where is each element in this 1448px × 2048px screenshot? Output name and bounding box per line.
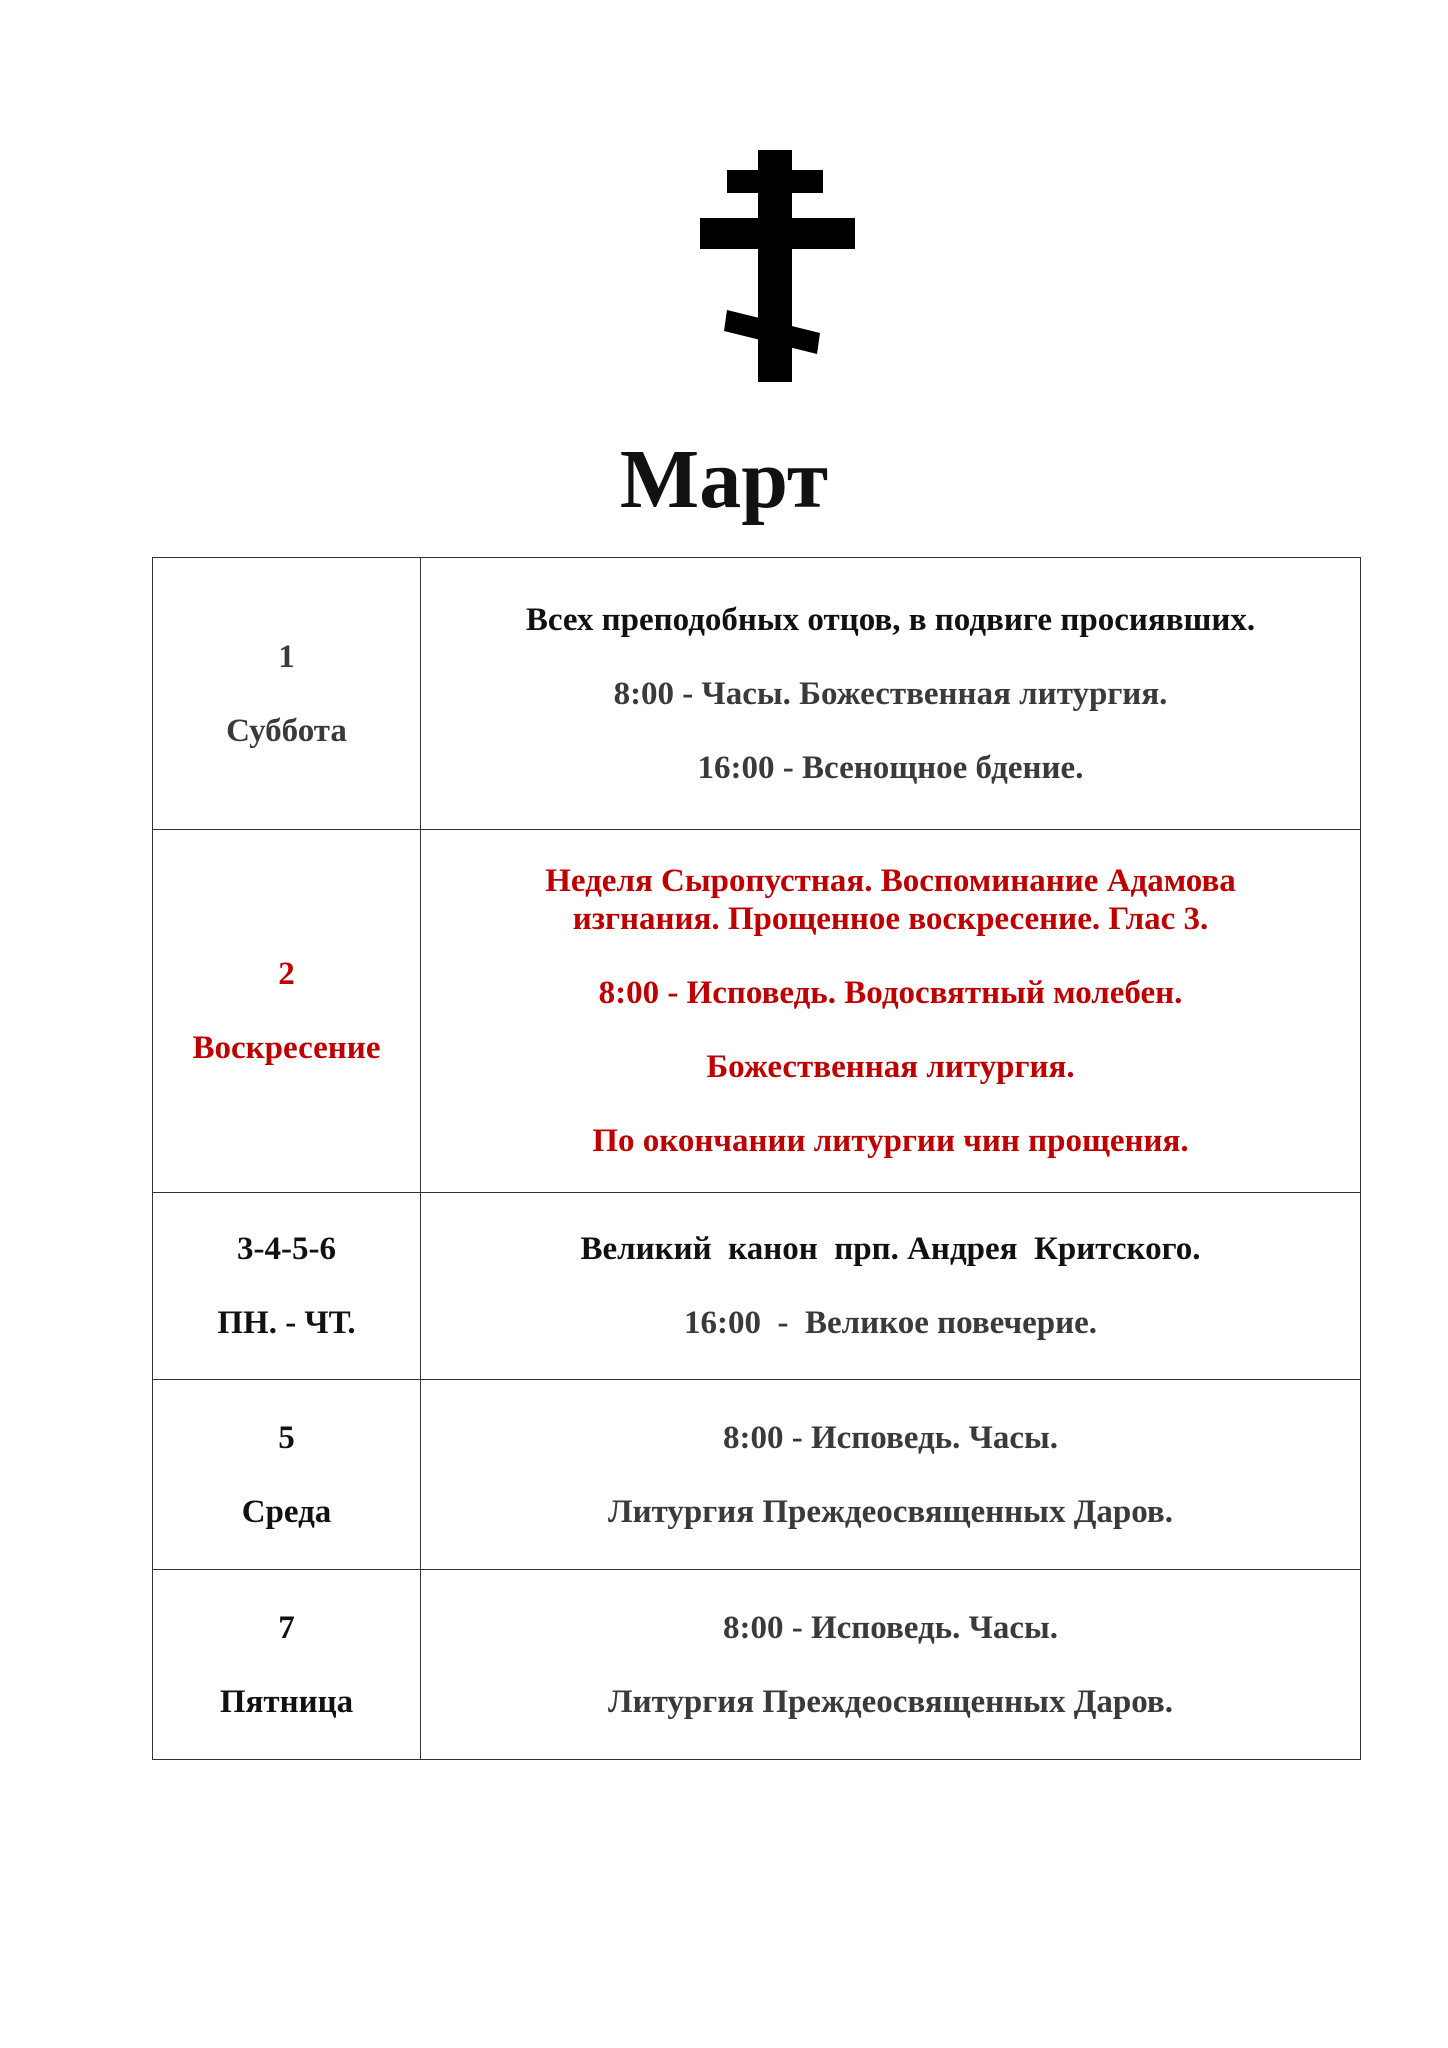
date-number: 5 xyxy=(278,1419,295,1456)
table-row xyxy=(153,830,1361,1193)
service-line: Литургия Преждеосвященных Даров. xyxy=(607,1493,1173,1530)
services-cell xyxy=(421,558,1361,830)
service-line: По окончании литургии чин прощения. xyxy=(592,1123,1189,1159)
table-row xyxy=(153,558,1361,830)
weekday-label: Воскресение xyxy=(192,1030,381,1066)
date-cell xyxy=(153,1380,421,1570)
services-cell xyxy=(421,1570,1361,1760)
date-cell xyxy=(153,1570,421,1760)
services-cell xyxy=(421,1193,1361,1380)
date-cell xyxy=(153,558,421,830)
service-line: Литургия Преждеосвященных Даров. xyxy=(607,1683,1173,1720)
service-line: Всех преподобных отцов, в подвиге просиявших. xyxy=(525,601,1256,638)
page-title: Март xyxy=(619,433,829,526)
date-cell xyxy=(153,1193,421,1380)
service-line: Божественная литургия. xyxy=(706,1049,1075,1085)
table-row xyxy=(153,1193,1361,1380)
service-line: 8:00 - Исповедь. Водосвятный молебен. xyxy=(598,975,1183,1011)
date-cell xyxy=(153,830,421,1193)
services-cell xyxy=(421,830,1361,1193)
service-line: Великий канон прп. Андрея Критского. xyxy=(580,1231,1201,1267)
service-line: изгнания. Прощенное воскресение. Глас 3. xyxy=(572,901,1209,937)
service-line: 8:00 - Исповедь. Часы. xyxy=(722,1609,1059,1646)
service-line: 8:00 - Часы. Божественная литургия. xyxy=(613,675,1168,712)
weekday-label: ПН. - ЧТ. xyxy=(217,1305,356,1341)
service-line: 16:00 - Великое повечерие. xyxy=(684,1305,1097,1341)
weekday-label: Среда xyxy=(241,1493,332,1530)
date-number: 7 xyxy=(278,1609,295,1646)
schedule-table xyxy=(152,557,1361,1760)
date-number: 3-4-5-6 xyxy=(237,1231,336,1267)
services-cell xyxy=(421,1380,1361,1570)
date-number: 2 xyxy=(278,956,295,992)
service-line: Неделя Сыропустная. Воспоминание Адамова xyxy=(545,863,1236,899)
table-row xyxy=(153,1570,1361,1760)
weekday-label: Пятница xyxy=(219,1683,354,1720)
date-number: 1 xyxy=(278,638,295,675)
service-line: 8:00 - Исповедь. Часы. xyxy=(722,1419,1059,1456)
table-row xyxy=(153,1380,1361,1570)
orthodox-cross-icon xyxy=(700,150,855,382)
service-line: 16:00 - Всенощное бдение. xyxy=(697,749,1084,786)
weekday-label: Суббота xyxy=(226,712,347,749)
